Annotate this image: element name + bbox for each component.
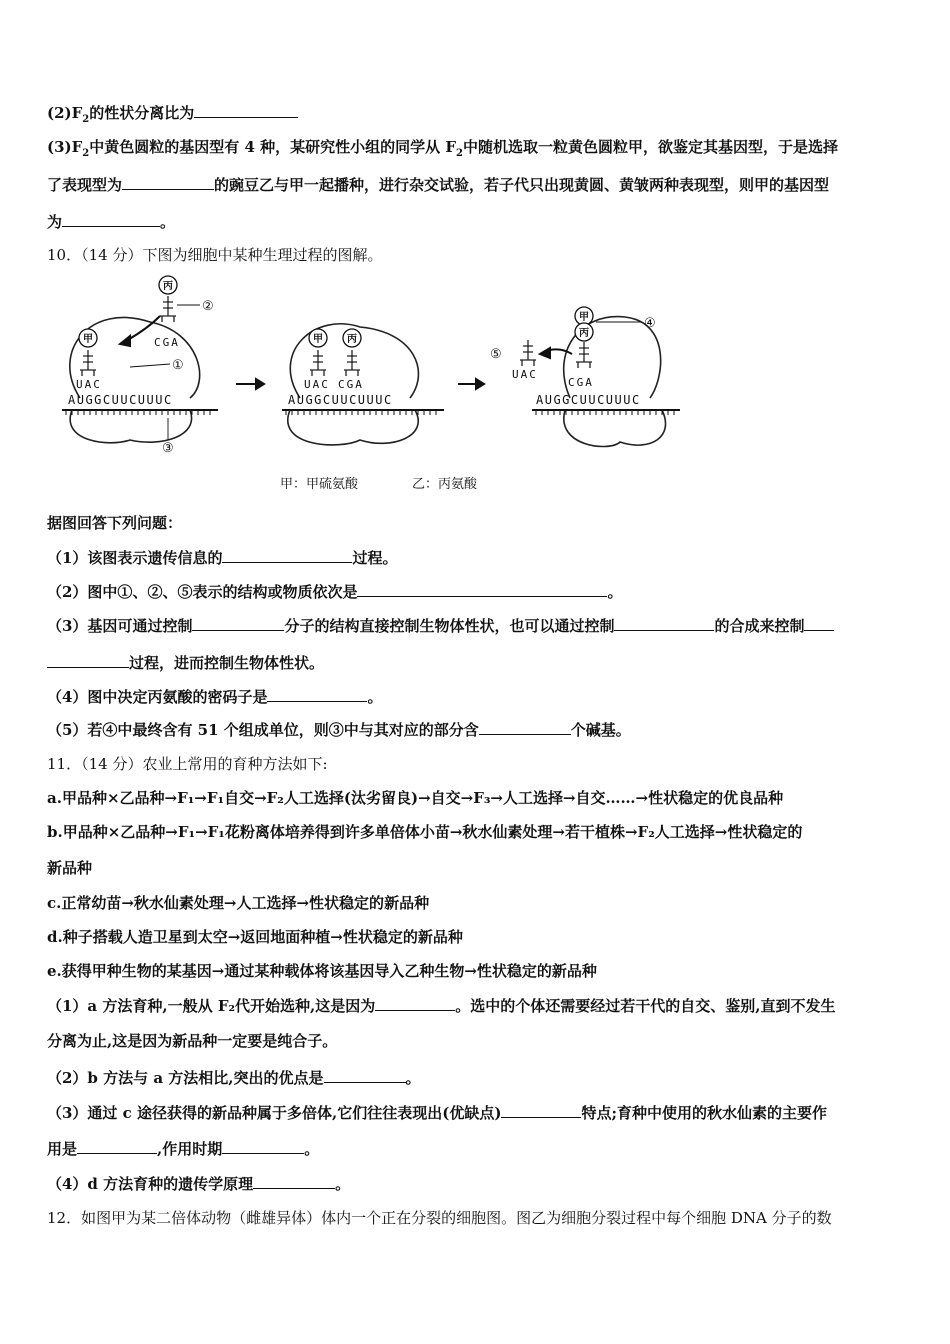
q10-intro: 据图回答下列问题： bbox=[47, 514, 183, 532]
q10-sub4: （4）图中决定丙氨酸的密码子是 。 bbox=[47, 685, 910, 708]
q11-method-a: a.甲品种×乙品种→F₁→F₁自交→F₂人工选择(汰劣留良)→自交→F₃→人工选择→自交……→性状稳定的优良品种 bbox=[47, 789, 784, 807]
trna-leaving-3 bbox=[520, 340, 536, 366]
answer-blank[interactable] bbox=[194, 101, 298, 118]
anticodon-uac-3: UAC bbox=[512, 368, 538, 381]
q11-sub2: （2）b 方法与 a 方法相比,突出的优点是 。 bbox=[47, 1066, 910, 1089]
label-jia-2: 甲 bbox=[313, 334, 323, 345]
q11-method-b-line1: b.甲品种×乙品种→F₁→F₁花粉离体培养得到许多单倍体小苗→秋水仙素处理→若干植株→F₂人工选择→性状稳定的 bbox=[47, 823, 803, 841]
label-4: ④ bbox=[644, 316, 656, 331]
answer-blank[interactable] bbox=[192, 614, 284, 631]
trna-bing-1 bbox=[160, 296, 176, 322]
anticodon-cga-1: CGA bbox=[154, 336, 180, 349]
q10-title: 10．（14 分）下图为细胞中某种生理过程的图解。 bbox=[47, 246, 383, 264]
ribosome-small-2 bbox=[288, 410, 418, 445]
q11-sub1-line2: 分离为止,这是因为新品种一定要是纯合子。 bbox=[47, 1032, 338, 1050]
q11-method-e: e.获得甲种生物的某基因→通过某种载体将该基因导入乙种生物→性状稳定的新品种 bbox=[47, 962, 597, 980]
legend-jia: 甲：甲硫氨酸 bbox=[280, 477, 359, 492]
exit-arrowhead-icon bbox=[540, 348, 550, 358]
q9-part3-line2: 了表现型为 的豌豆乙与甲一起播种，进行杂交试验，若子代只出现黄圆、黄皱两种表现型，则甲的基因型 bbox=[47, 173, 910, 196]
trna-jia-1 bbox=[80, 350, 96, 376]
ribosome-small-3 bbox=[564, 410, 666, 447]
answer-blank[interactable] bbox=[375, 994, 455, 1011]
answer-blank[interactable] bbox=[253, 1172, 335, 1189]
label-3: ③ bbox=[162, 441, 174, 456]
q10-sub2: （2）图中①、②、⑤表示的结构或物质依次是 。 bbox=[47, 580, 910, 603]
answer-blank[interactable] bbox=[77, 1137, 157, 1154]
q10-sub5: （5）若④中最终含有 51 个组成单位，则③中与其对应的部分含 个碱基。 bbox=[47, 718, 910, 741]
q11-sub3-line1: （3）通过 c 途径获得的新品种属于多倍体,它们往往表现出(优缺点) 特点;育种中使用的秋水仙素的主要作 bbox=[47, 1101, 910, 1124]
answer-blank[interactable] bbox=[62, 210, 160, 227]
step-arrowhead-icon-1 bbox=[256, 379, 264, 389]
q10-sub3-line2: 过程，进而控制生物体性状。 bbox=[47, 651, 910, 674]
mrna-sequence-1: AUGGCUUCUUUC bbox=[68, 393, 173, 407]
q10-sub3-line1: （3）基因可通过控制 分子的结构直接控制生物体性状，也可以通过控制 的合成来控制 bbox=[47, 614, 910, 637]
label-bing-3: 丙 bbox=[579, 328, 589, 339]
trna-jia-2 bbox=[310, 350, 326, 376]
label-bing-2: 丙 bbox=[347, 334, 357, 345]
anticodon-cga-3: CGA bbox=[568, 376, 594, 389]
q11-title: 11．（14 分）农业上常用的育种方法如下: bbox=[47, 755, 328, 773]
label-1: ① bbox=[172, 358, 184, 373]
translation-diagram bbox=[50, 272, 730, 500]
q9-part3-line3: 为 。 bbox=[47, 210, 910, 233]
mrna-sequence-3: AUGGCUUCUUUC bbox=[536, 393, 641, 407]
label-5: ⑤ bbox=[490, 347, 502, 362]
answer-blank[interactable] bbox=[501, 1101, 581, 1118]
legend-yi: 乙：丙氨酸 bbox=[412, 477, 478, 492]
q12-text: 12．如图甲为某二倍体动物（雌雄异体）体内一个正在分裂的细胞图。图乙为细胞分裂过程中每个细胞 DNA 分子的数 bbox=[47, 1209, 832, 1227]
answer-blank[interactable] bbox=[222, 546, 352, 563]
answer-blank[interactable] bbox=[267, 685, 367, 702]
label-2: ② bbox=[202, 299, 214, 314]
anticodon-cga-2: CGA bbox=[338, 378, 364, 391]
label-jia-1: 甲 bbox=[83, 334, 93, 345]
answer-blank[interactable] bbox=[479, 718, 571, 735]
answer-blank[interactable] bbox=[222, 1137, 304, 1154]
q11-method-b-line2: 新品种 bbox=[47, 859, 93, 877]
q11-sub3-line2: 用是 ,作用时期 。 bbox=[47, 1137, 910, 1160]
trna-bing-3 bbox=[576, 342, 592, 368]
q9-part3-line1: $(3)F_2$中黄色圆粒的基因型有 4 种，某研究性小组的同学从 $F_2$中随机选取一粒黄色圆粒甲，欲鉴定其基因型，于是选择 bbox=[47, 138, 838, 159]
answer-blank[interactable] bbox=[47, 651, 129, 668]
q11-method-c: c.正常幼苗→秋水仙素处理→人工选择→性状稳定的新品种 bbox=[47, 894, 430, 912]
answer-blank[interactable] bbox=[614, 614, 714, 631]
mrna-sequence-2: AUGGCUUCUUUC bbox=[288, 393, 393, 407]
q11-sub4: （4）d 方法育种的遗传学原理 。 bbox=[47, 1172, 910, 1195]
ribosome-small-1 bbox=[70, 410, 191, 443]
anticodon-uac-2: UAC bbox=[304, 378, 330, 391]
answer-blank[interactable] bbox=[122, 173, 214, 190]
q11-sub1-line1: （1）a 方法育种,一般从 F₂代开始选种,这是因为 。选中的个体还需要经过若干代的自交、鉴别,直到不发生 bbox=[47, 994, 910, 1017]
q9-part2: $(2)F_2$的性状分离比为 bbox=[47, 101, 910, 124]
q11-method-d: d.种子搭载人造卫星到太空→返回地面种植→性状稳定的新品种 bbox=[47, 928, 463, 946]
trna-bing-2 bbox=[344, 350, 360, 376]
anticodon-uac-1: UAC bbox=[76, 378, 102, 391]
answer-blank[interactable] bbox=[357, 580, 607, 597]
label-bing-1: 丙 bbox=[163, 281, 173, 292]
label-jia-3: 甲 bbox=[579, 312, 589, 323]
q10-sub1: （1）该图表示遗传信息的 过程。 bbox=[47, 546, 910, 569]
entry-arrowhead-icon bbox=[120, 336, 130, 346]
step-arrowhead-icon-2 bbox=[476, 379, 484, 389]
answer-blank[interactable] bbox=[804, 614, 834, 631]
answer-blank[interactable] bbox=[324, 1066, 406, 1083]
